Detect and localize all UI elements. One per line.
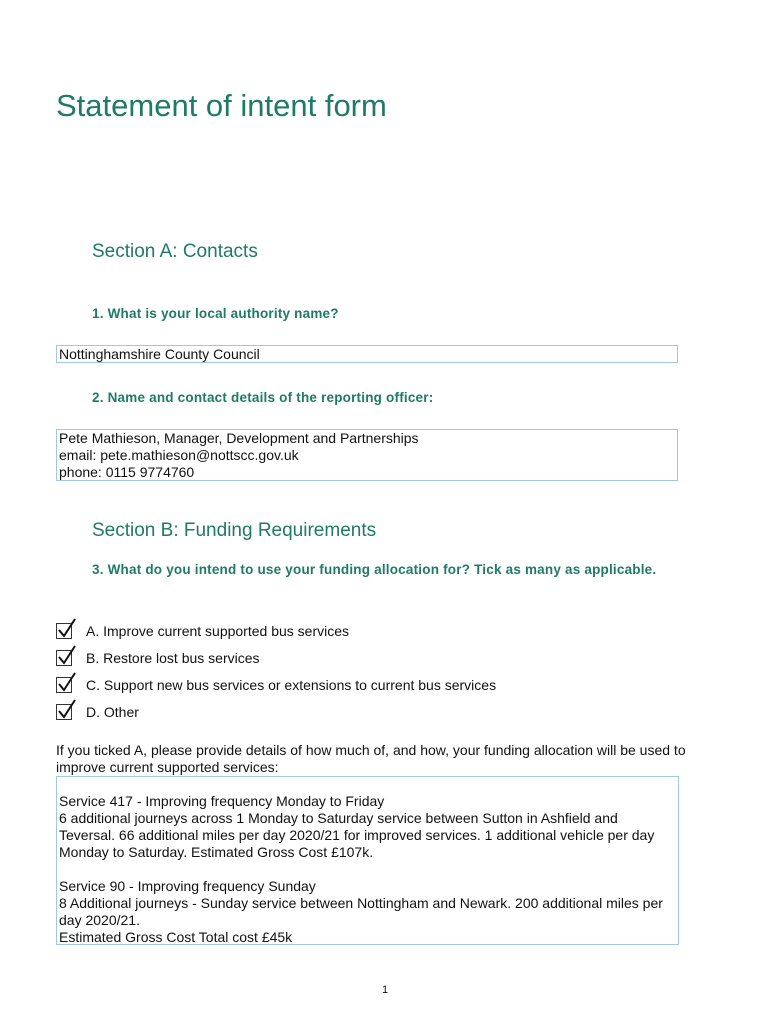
checkmark-icon [56,644,78,666]
checkbox-option-c[interactable] [56,677,72,693]
details-prompt: If you ticked A, please provide details of how much of, and how, your funding allocation will be used to improve current supported services: [56,742,686,775]
question-3: 3. What do you intend to use your funding allocation for? Tick as many as applicable. [92,562,657,577]
authority-name-field[interactable]: Nottinghamshire County Council [56,345,678,363]
option-a-label: A. Improve current supported bus services [86,623,350,639]
checkmark-icon [56,671,78,693]
option-a[interactable] [56,619,349,643]
checkbox-option-b[interactable] [56,650,72,666]
page-number: 1 [381,984,389,996]
question-1: 1. What is your local authority name? [92,306,339,321]
question-2: 2. Name and contact details of the reporting officer: [92,390,434,405]
option-d-label: D. Other [86,704,139,720]
checkmark-icon [56,617,78,639]
page-title: Statement of intent form [56,88,387,123]
section-b-heading: Section B: Funding Requirements [92,520,377,541]
reporting-officer-field[interactable]: Pete Mathieson, Manager, Development and Partnerships email: pete.mathieson@nottscc.gov.uk phone: 0115 9774760 [56,429,678,481]
option-b-label: B. Restore lost bus services [86,650,260,666]
section-a-heading: Section A: Contacts [92,241,258,262]
option-d[interactable] [56,700,139,724]
option-c-label: C. Support new bus services or extensions to current bus services [86,677,497,693]
option-c[interactable] [56,673,496,697]
checkbox-option-d[interactable] [56,704,72,720]
details-answer-field[interactable]: Service 417 - Improving frequency Monday to Friday 6 additional journeys across 1 Monday to Saturday service between Sutton in Ashfield and Teversal. 66 additional miles per day 2020/21 for improved services. 1 additional vehicle per day Monday to Saturday. Estimated Gross Cost £107k. Service 90 - Improving frequency Sunday 8 Additional journeys - Sunday service between Nottingham and Newark. 200 additional miles per day 2020/21. Estimated Gross Cost Total cost £45k [56,776,679,945]
option-b[interactable] [56,646,260,670]
checkmark-icon [56,698,78,720]
checkbox-option-a[interactable] [56,623,72,639]
